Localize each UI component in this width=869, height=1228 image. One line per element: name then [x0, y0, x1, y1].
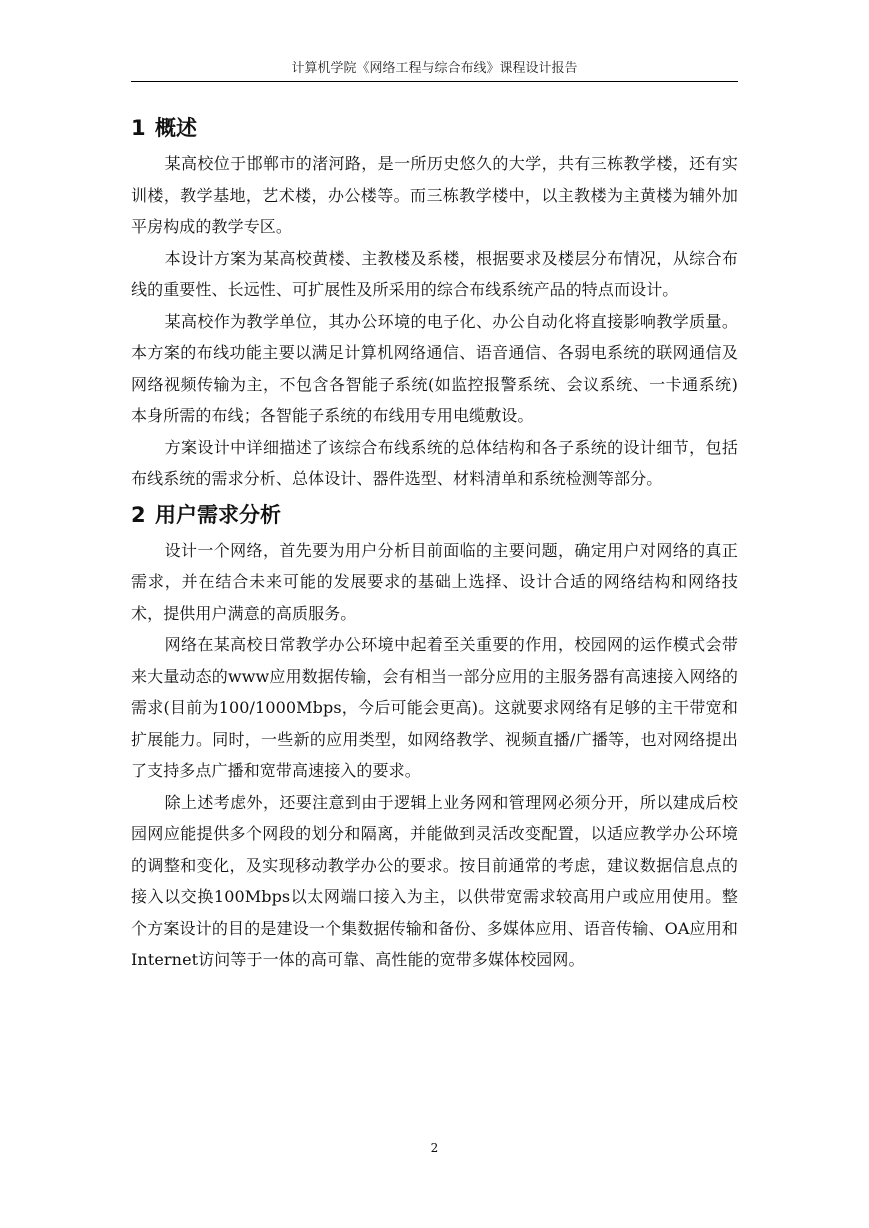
section-title: 概述 [155, 116, 197, 140]
paragraph: 某高校作为教学单位，其办公环境的电子化、办公自动化将直接影响教学质量。本方案的布线功能主要以满足计算机网络通信、语音通信、各弱电系统的联网通信及网络视频传输为主，不包含各智能子系统(如监控报警系统、会议系统、一卡通系统)本身所需的布线；各智能子系统的布线用专用电缆敷设。 [131, 311, 738, 425]
section-heading [131, 108, 738, 148]
section-number: 1 [131, 116, 146, 140]
running-header: 计算机学院《网络工程与综合布线》课程设计报告 [291, 61, 578, 76]
section-title: 用户需求分析 [155, 502, 281, 527]
page-content [131, 108, 738, 976]
paragraph: 设计一个网络，首先要为用户分析目前面临的主要问题，确定用户对网络的真正需求，并在结合未来可能的发展要求的基础上选择、设计合适的网络结构和网络技术，提供用户满意的高质服务。 [131, 540, 738, 623]
paragraph: 方案设计中详细描述了该综合布线系统的总体结构和各子系统的设计细节，包括布线系统的需求分析、总体设计、器件选型、材料清单和系统检测等部分。 [131, 437, 738, 488]
paragraph: 除上述考虑外，还要注意到由于逻辑上业务网和管理网必须分开，所以建成后校园网应能提供多个网段的划分和隔离，并能做到灵活改变配置，以适应教学办公环境的调整和变化，及实现移动教学办公的要求。按目前通常的考虑，建议数据信息点的接入以交换100Mbps以太网端口接入为主，以供带宽需求较高用户或应用使用。整个方案设计的目的是建设一个集数据传输和备份、多媒体应用、语音传输、OA应用和Internet访问等于一体的高可靠、高性能的宽带多媒体校园网。 [131, 792, 738, 969]
paragraph: 某高校位于邯郸市的渚河路，是一所历史悠久的大学，共有三栋教学楼，还有实训楼，教学基地，艺术楼，办公楼等。而三栋教学楼中，以主教楼为主黄楼为辅外加平房构成的教学专区。 [131, 154, 738, 236]
section-requirements [131, 495, 738, 976]
section-number: 2 [131, 502, 146, 527]
section-overview [131, 108, 738, 495]
paragraph: 本设计方案为某高校黄楼、主教楼及系楼，根据要求及楼层分布情况，从综合布线的重要性、长远性、可扩展性及所采用的综合布线系统产品的特点而设计。 [131, 248, 738, 299]
section-heading [131, 495, 738, 535]
header-rule [131, 81, 738, 82]
page-number: 2 [430, 1141, 439, 1155]
paragraph: 网络在某高校日常教学办公环境中起着至关重要的作用，校园网的运作模式会带来大量动态的www应用数据传输，会有相当一部分应用的主服务器有高速接入网络的需求(目前为100/1000Mbps，今后可能会更高)。这就要求网络有足够的主干带宽和扩展能力。同时，一些新的应用类型，如网络教学、视频直播/广播等，也对网络提出了支持多点广播和宽带高速接入的要求。 [131, 635, 738, 780]
